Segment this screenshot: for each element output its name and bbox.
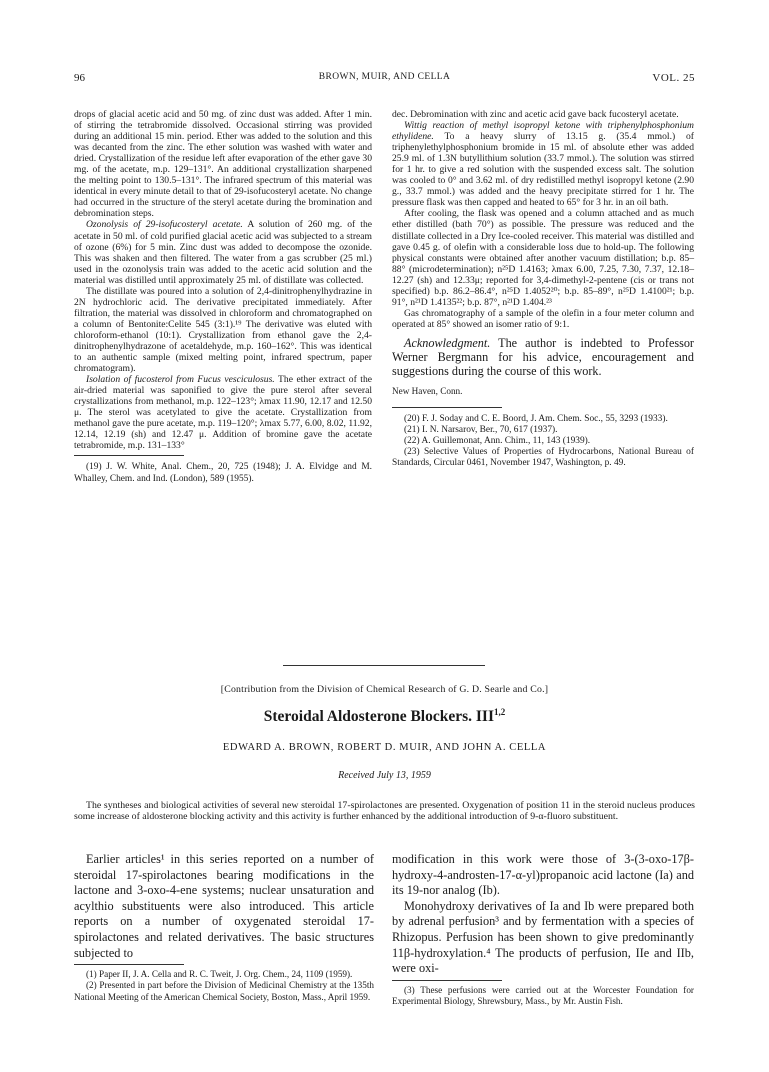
section-divider: [283, 665, 485, 666]
paragraph: [392, 120, 694, 208]
paragraph: modification in this work were those of 3-(3-oxo-17β-hydroxy-4-androsten-17-α-yl)propanoic acid lactone (Ia) and its 19-nor analog (Ib).: [392, 852, 694, 898]
footnote: (22) A. Guillemonat, Ann. Chim., 11, 143 (1939).: [404, 436, 591, 447]
paragraph: Earlier articles¹ in this series reported on a number of steroidal 17-spirolactones bearing modifications in the lactone and 3-oxo-4-ene systems; nuclear unsaturation and acylthio substituents were also introduced. This article reports on a number of oxygenated steroidal 17-spirolactones and related derivatives. The basic structures subjected to: [74, 852, 374, 960]
paragraph-text: A solution of 260 mg. of the acetate in 50 ml. of cold purified glacial acetic acid was subjected to a stream of ozone (6%) for 5 min. Zinc dust was added to decompose the ozonide. This was shaken and then filtered. The water from a gas scrubber (25 ml.) used in the ozonolysis train was added to the acetic acid solution and the material was distilled until approximately 25 ml. of distillate was collected.: [74, 219, 372, 286]
page-header: [74, 72, 695, 86]
body-right-column: [392, 852, 694, 1007]
article-title-text: Steroidal Aldosterone Blockers. III: [263, 708, 494, 726]
paragraph-text: To a heavy slurry of 13.15 g. (35.4 mmol.) of triphenylethylphosphonium bromide in 15 ml. of absolute ether was added 25.9 ml. of 1.3N butyllithium solution (33.7 mmol.). The solution was stirred for 1 hr. to give a red solution with the suspended excess salt. The solution was cooled to 0° and 3.62 ml. of dry redistilled methyl isopropyl ketone (2.90 g., 33.7 mmol.) was added and the heavy precipitate stirred for 1 hr. The pressure flask was then capped and heated to 65° for 3 hr. in an oil bath.: [392, 131, 694, 209]
paragraph: After cooling, the flask was opened and a column attached and as much ether distilled (bath 70°) as possible. The pressure was reduced and the distillate collected in a Dry Ice-cooled receiver. This material was distilled and gave 0.45 g. of olefin with a considerable loss due to hold-up. The following physical constants were obtained after another vacuum distillation; b.p. 85–88° (microdetermination); n²⁵D 1.4163; λmax 6.00, 7.25, 7.30, 7.37, 12.18–12.27 (sh) and 12.33μ; reported for 3,4-dimethyl-2-pentene (cis or trans not specified) b.p. 86.2–86.4°, n²⁵D 1.4052²⁰; b.p. 85–89°, n²⁵D 1.4100²¹; b.p. 91°, n²¹D 1.4135²²; b.p. 87°, n²¹D 1.404.²³: [392, 208, 694, 308]
paragraph: drops of glacial acetic acid and 50 mg. of zinc dust was added. After 1 min. of stirring the tetrabromide dissolved. Occasional stirring was provided during an additional 15 min. period. Ether was added to the solution and this was decanted from the zinc. The ether solution was washed with water and dried. Crystallization of the residue left after evaporation of the ether gave 30 mg. of the acetate, m.p. 129–131°. An additional crystallization sharpened the melting point to 130.5–131°. The infrared spectrum of this material was identical in every minute detail to that of 29-isofucosteryl acetate. No change had occurred in the structure of the steryl acetate during the bromination and debromination steps.: [74, 109, 372, 220]
authors: EDWARD A. BROWN, ROBERT D. MUIR, AND JOHN A. CELLA: [222, 742, 547, 753]
paragraph-text: The ether extract of the air-dried material was saponified to give the pure sterol after several crystallizations from methanol, m.p. 122–123°; λmax 11.90, 12.17 and 12.50 μ. The sterol was acetylated to give the acetate. Crystallization from methanol gave the pure acetate, m.p. 119–120°; λmax 5.77, 6.00, 8.02, 11.92, 12.14, 12.19 (sh) and 12.47 μ. Addition of bromine gave the acetate tetrabromide, m.p. 131–133°: [74, 374, 372, 452]
footnote: (21) I. N. Narsarov, Ber., 70, 617 (1937).: [404, 425, 558, 436]
section-heading: Wittig reaction of methyl isopropyl ketone with triphenylphosphonium ethylidene.: [392, 120, 694, 143]
footnote: (3) These perfusions were carried out at the Worcester Foundation for Experimental Biology, Shrewsbury, Mass., by Mr. Austin Fish.: [392, 984, 694, 1006]
right-column: [392, 109, 694, 469]
footnotes: [392, 414, 694, 469]
footnote-divider: [392, 980, 502, 981]
footnotes: [74, 969, 374, 1003]
acknowledgment-heading: Acknowledgment.: [404, 335, 491, 350]
footnote: (23) Selective Values of Properties of Hydrocarbons, National Bureau of Standards, Circular 0461, November 1947, Washington, p. 49.: [392, 447, 694, 469]
footnote-divider: [74, 455, 184, 456]
page-number: 96: [74, 72, 85, 84]
acknowledgment-text: The author is indebted to Professor Werner Bergmann for his advice, encouragement and suggestions during the course of this work.: [392, 335, 694, 378]
running-head: BROWN, MUIR, AND CELLA: [318, 72, 451, 82]
section-heading: Isolation of fucosterol from Fucus vesciculosus.: [86, 374, 275, 386]
paragraph: [74, 219, 372, 285]
affiliation-city: New Haven, Conn.: [392, 385, 463, 396]
footnote: (19) J. W. White, Anal. Chem., 20, 725 (1948); J. A. Elvidge and M. Whalley, Chem. and Ind. (London), 589 (1955).: [74, 462, 372, 484]
acknowledgment: [392, 336, 694, 378]
article-title: [74, 707, 695, 726]
abstract: The syntheses and biological activities of several new steroidal 17-spirolactones are presented. Oxygenation of position 11 in the steroid nucleus produces some increase of aldosterone blocking activity and this activity is further enhanced by the additional introduction of 9-α-fluoro substituent.: [74, 800, 695, 823]
volume-label: VOL. 25: [652, 72, 695, 84]
paragraph: The distillate was poured into a solution of 2,4-dinitrophenylhydrazine in 2N hydrochloric acid. The derivative precipitated immediately. After filtration, the material was dissolved in chloroform and chromatographed on a column of Bentonite:Celite 545 (3:1).¹⁹ The derivative was eluted with chloroform-ethanol (10:1). Crystallization from ethanol gave the 2,4-dinitrophenylhydrazone of acetaldehyde, m.p. 160–162°. This was identical to an authentic sample (mixed melting point, infrared spectrum, paper chromatogram).: [74, 285, 372, 375]
footnote: (2) Presented in part before the Division of Medicinal Chemistry at the 135th National Meeting of the American Chemical Society, Boston, Mass., April 1959.: [74, 980, 374, 1002]
title-footnote-marks: 1,2: [493, 707, 506, 717]
contribution-line: [Contribution from the Division of Chemical Research of G. D. Searle and Co.]: [220, 684, 549, 695]
paragraph: Gas chromatography of a sample of the olefin in a four meter column and operated at 85° showed an isomer ratio of 9:1.: [392, 307, 694, 330]
left-column: [74, 109, 372, 485]
footnotes: [74, 462, 372, 484]
footnote: (20) F. J. Soday and C. E. Boord, J. Am. Chem. Soc., 55, 3293 (1933).: [404, 413, 668, 424]
received-date: Received July 13, 1959: [338, 770, 431, 781]
paragraph: dec. Debromination with zinc and acetic acid gave back fucosteryl acetate.: [392, 109, 679, 120]
footnote: (1) Paper II, J. A. Cella and R. C. Tweit, J. Org. Chem., 24, 1109 (1959).: [86, 969, 353, 980]
footnotes: [392, 985, 694, 1007]
section-heading: Ozonolysis of 29-isofucosteryl acetate.: [86, 219, 243, 231]
footnote-divider: [392, 407, 502, 408]
paragraph: [74, 374, 372, 451]
paragraph: Monohydroxy derivatives of Ia and Ib were prepared both by adrenal perfusion³ and by fermentation with a species of Rhizopus. Perfusion has been shown to give predominantly 11β-hydroxylation.⁴ The products of perfusion, IIe and IIb, were oxi-: [392, 898, 694, 976]
footnote-divider: [74, 964, 184, 965]
body-left-column: [74, 852, 374, 1003]
